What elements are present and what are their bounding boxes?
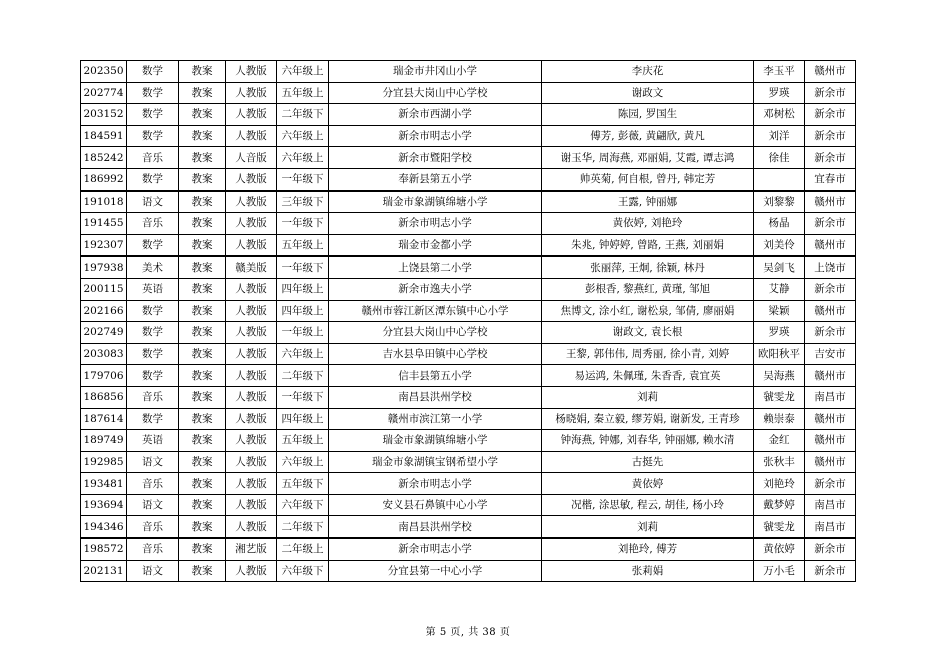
table-row <box>81 451 856 473</box>
school-cell: 南昌县洪州学校 <box>329 386 542 408</box>
contact-cell: 李玉平 <box>754 61 805 83</box>
grade-cell: 四年级上 <box>277 408 329 430</box>
type-cell: 教案 <box>179 343 226 365</box>
subject-cell: 数学 <box>127 82 179 104</box>
authors-cell: 杨晓娟, 秦立毅, 缪芳娟, 谢新发, 王青珍 <box>542 408 754 430</box>
edition-cell: 人教版 <box>226 343 277 365</box>
edition-cell: 人教版 <box>226 191 277 213</box>
city-cell: 赣州市 <box>805 300 856 322</box>
contact-cell: 金红 <box>754 430 805 452</box>
edition-cell: 人教版 <box>226 300 277 322</box>
table-row <box>81 147 856 169</box>
grade-cell: 五年级下 <box>277 473 329 495</box>
type-cell: 教案 <box>179 191 226 213</box>
grade-cell: 二年级下 <box>277 104 329 126</box>
city-cell: 新余市 <box>805 104 856 126</box>
edition-cell: 人教版 <box>226 494 277 516</box>
type-cell: 教案 <box>179 408 226 430</box>
authors-cell: 彭根香, 黎燕红, 黄瑾, 邹旭 <box>542 278 754 300</box>
grade-cell: 六年级上 <box>277 61 329 83</box>
authors-cell: 刘艳玲, 傅芳 <box>542 538 754 560</box>
table-row <box>81 494 856 516</box>
entry-id-cell: 187614 <box>81 408 127 430</box>
type-cell: 教案 <box>179 516 226 538</box>
city-cell: 新余市 <box>805 560 856 582</box>
table-row <box>81 408 856 430</box>
table-row <box>81 538 856 560</box>
table-row <box>81 365 856 387</box>
edition-cell: 人教版 <box>226 61 277 83</box>
subject-cell: 数学 <box>127 408 179 430</box>
grade-cell: 六年级上 <box>277 125 329 147</box>
contact-cell: 罗瑛 <box>754 322 805 344</box>
city-cell: 赣州市 <box>805 61 856 83</box>
city-cell: 吉安市 <box>805 343 856 365</box>
type-cell: 教案 <box>179 451 226 473</box>
authors-cell: 朱兆, 钟婷婷, 曾路, 王燕, 刘丽娟 <box>542 234 754 256</box>
grade-cell: 二年级上 <box>277 538 329 560</box>
grade-cell: 六年级下 <box>277 494 329 516</box>
grade-cell: 一年级下 <box>277 213 329 235</box>
table-row <box>81 125 856 147</box>
authors-cell: 刘莉 <box>542 516 754 538</box>
subject-cell: 数学 <box>127 365 179 387</box>
table-row <box>81 300 856 322</box>
edition-cell: 人教版 <box>226 430 277 452</box>
type-cell: 教案 <box>179 213 226 235</box>
city-cell: 新余市 <box>805 82 856 104</box>
subject-cell: 音乐 <box>127 473 179 495</box>
subject-cell: 音乐 <box>127 213 179 235</box>
contact-cell: 欧阳秋平 <box>754 343 805 365</box>
city-cell: 南昌市 <box>805 516 856 538</box>
authors-cell: 张莉娟 <box>542 560 754 582</box>
school-cell: 新余市明志小学 <box>329 125 542 147</box>
contact-cell: 虢雯龙 <box>754 386 805 408</box>
authors-cell: 王黎, 郭伟伟, 周秀丽, 徐小青, 刘婷 <box>542 343 754 365</box>
grade-cell: 三年级下 <box>277 191 329 213</box>
authors-cell: 李庆花 <box>542 61 754 83</box>
entry-id-cell: 186856 <box>81 386 127 408</box>
school-cell: 新余市西湖小学 <box>329 104 542 126</box>
contact-cell: 吴海燕 <box>754 365 805 387</box>
entry-id-cell: 192307 <box>81 234 127 256</box>
entry-id-cell: 193694 <box>81 494 127 516</box>
contact-cell: 刘艳玲 <box>754 473 805 495</box>
school-cell: 赣州市蓉江新区潭东镇中心小学 <box>329 300 542 322</box>
entry-id-cell: 197938 <box>81 256 127 278</box>
contact-cell: 张秋丰 <box>754 451 805 473</box>
table-row <box>81 191 856 213</box>
contact-cell: 刘美伶 <box>754 234 805 256</box>
entries-table <box>80 60 856 582</box>
authors-cell: 况楷, 涂思敏, 程云, 胡佳, 杨小玲 <box>542 494 754 516</box>
edition-cell: 人音版 <box>226 147 277 169</box>
table-row <box>81 278 856 300</box>
entry-id-cell: 193481 <box>81 473 127 495</box>
authors-cell: 黄依婷, 刘艳玲 <box>542 213 754 235</box>
city-cell: 赣州市 <box>805 408 856 430</box>
contact-cell: 艾静 <box>754 278 805 300</box>
grade-cell: 一年级下 <box>277 256 329 278</box>
school-cell: 南昌县洪州学校 <box>329 516 542 538</box>
type-cell: 教案 <box>179 104 226 126</box>
table-row <box>81 560 856 582</box>
grade-cell: 一年级下 <box>277 386 329 408</box>
subject-cell: 数学 <box>127 300 179 322</box>
subject-cell: 数学 <box>127 168 179 190</box>
grade-cell: 一年级上 <box>277 322 329 344</box>
entry-id-cell: 186992 <box>81 168 127 190</box>
entry-id-cell: 202166 <box>81 300 127 322</box>
contact-cell: 万小毛 <box>754 560 805 582</box>
subject-cell: 音乐 <box>127 147 179 169</box>
type-cell: 教案 <box>179 168 226 190</box>
authors-cell: 谢玉华, 周海燕, 邓丽娟, 艾霞, 谭志鸿 <box>542 147 754 169</box>
edition-cell: 人教版 <box>226 451 277 473</box>
school-cell: 瑞金市金都小学 <box>329 234 542 256</box>
school-cell: 瑞金市象湖镇绵塘小学 <box>329 191 542 213</box>
type-cell: 教案 <box>179 61 226 83</box>
edition-cell: 赣美版 <box>226 256 277 278</box>
edition-cell: 人教版 <box>226 104 277 126</box>
school-cell: 上饶县第二小学 <box>329 256 542 278</box>
table-row <box>81 430 856 452</box>
city-cell: 赣州市 <box>805 430 856 452</box>
contact-cell: 赖崇泰 <box>754 408 805 430</box>
subject-cell: 数学 <box>127 234 179 256</box>
entry-id-cell: 203152 <box>81 104 127 126</box>
edition-cell: 人教版 <box>226 516 277 538</box>
authors-cell: 傅芳, 彭薇, 黄翩欣, 黄凡 <box>542 125 754 147</box>
city-cell: 上饶市 <box>805 256 856 278</box>
grade-cell: 六年级上 <box>277 343 329 365</box>
grade-cell: 一年级下 <box>277 168 329 190</box>
subject-cell: 英语 <box>127 430 179 452</box>
type-cell: 教案 <box>179 125 226 147</box>
type-cell: 教案 <box>179 386 226 408</box>
subject-cell: 数学 <box>127 61 179 83</box>
contact-cell: 吴剑飞 <box>754 256 805 278</box>
entry-id-cell: 202749 <box>81 322 127 344</box>
city-cell: 新余市 <box>805 538 856 560</box>
city-cell: 新余市 <box>805 147 856 169</box>
contact-cell <box>754 168 805 190</box>
subject-cell: 音乐 <box>127 386 179 408</box>
type-cell: 教案 <box>179 560 226 582</box>
entry-id-cell: 192985 <box>81 451 127 473</box>
authors-cell: 古挺先 <box>542 451 754 473</box>
edition-cell: 人教版 <box>226 168 277 190</box>
entry-id-cell: 203083 <box>81 343 127 365</box>
table-row <box>81 473 856 495</box>
school-cell: 瑞金市象湖镇绵塘小学 <box>329 430 542 452</box>
school-cell: 奉新县第五小学 <box>329 168 542 190</box>
edition-cell: 人教版 <box>226 213 277 235</box>
city-cell: 赣州市 <box>805 191 856 213</box>
grade-cell: 五年级上 <box>277 430 329 452</box>
type-cell: 教案 <box>179 473 226 495</box>
contact-cell: 梁颖 <box>754 300 805 322</box>
contact-cell: 罗瑛 <box>754 82 805 104</box>
contact-cell: 黄依婷 <box>754 538 805 560</box>
edition-cell: 人教版 <box>226 473 277 495</box>
table-row <box>81 256 856 278</box>
subject-cell: 语文 <box>127 191 179 213</box>
edition-cell: 人教版 <box>226 234 277 256</box>
type-cell: 教案 <box>179 365 226 387</box>
city-cell: 新余市 <box>805 322 856 344</box>
school-cell: 吉水县阜田镇中心学校 <box>329 343 542 365</box>
table-row <box>81 104 856 126</box>
edition-cell: 人教版 <box>226 82 277 104</box>
entry-id-cell: 202131 <box>81 560 127 582</box>
subject-cell: 美术 <box>127 256 179 278</box>
type-cell: 教案 <box>179 256 226 278</box>
type-cell: 教案 <box>179 300 226 322</box>
city-cell: 赣州市 <box>805 365 856 387</box>
table-row <box>81 61 856 83</box>
subject-cell: 英语 <box>127 278 179 300</box>
city-cell: 宜春市 <box>805 168 856 190</box>
school-cell: 新余市明志小学 <box>329 213 542 235</box>
entry-id-cell: 185242 <box>81 147 127 169</box>
edition-cell: 人教版 <box>226 560 277 582</box>
entry-id-cell: 200115 <box>81 278 127 300</box>
school-cell: 新余市逸夫小学 <box>329 278 542 300</box>
entry-id-cell: 179706 <box>81 365 127 387</box>
city-cell: 新余市 <box>805 278 856 300</box>
city-cell: 新余市 <box>805 473 856 495</box>
edition-cell: 人教版 <box>226 278 277 300</box>
authors-cell: 谢政文, 袁长根 <box>542 322 754 344</box>
authors-cell: 易运鸿, 朱佩瑾, 朱香香, 袁宜英 <box>542 365 754 387</box>
subject-cell: 音乐 <box>127 516 179 538</box>
subject-cell: 语文 <box>127 560 179 582</box>
grade-cell: 四年级上 <box>277 278 329 300</box>
type-cell: 教案 <box>179 494 226 516</box>
table-body <box>81 61 856 582</box>
type-cell: 教案 <box>179 278 226 300</box>
grade-cell: 六年级上 <box>277 451 329 473</box>
city-cell: 南昌市 <box>805 386 856 408</box>
contact-cell: 邓树松 <box>754 104 805 126</box>
entry-id-cell: 202774 <box>81 82 127 104</box>
contact-cell: 刘黎黎 <box>754 191 805 213</box>
table-row <box>81 343 856 365</box>
contact-cell: 徐佳 <box>754 147 805 169</box>
grade-cell: 二年级下 <box>277 516 329 538</box>
authors-cell: 黄依婷 <box>542 473 754 495</box>
school-cell: 赣州市滨江第一小学 <box>329 408 542 430</box>
type-cell: 教案 <box>179 430 226 452</box>
subject-cell: 数学 <box>127 343 179 365</box>
city-cell: 赣州市 <box>805 451 856 473</box>
authors-cell: 焦博文, 涂小红, 谢松泉, 邹倩, 廖丽娟 <box>542 300 754 322</box>
entry-id-cell: 191018 <box>81 191 127 213</box>
grade-cell: 四年级上 <box>277 300 329 322</box>
contact-cell: 虢雯龙 <box>754 516 805 538</box>
school-cell: 瑞金市象湖镇宝钢希望小学 <box>329 451 542 473</box>
subject-cell: 语文 <box>127 494 179 516</box>
grade-cell: 五年级上 <box>277 82 329 104</box>
school-cell: 新余市明志小学 <box>329 538 542 560</box>
table-row <box>81 213 856 235</box>
subject-cell: 数学 <box>127 104 179 126</box>
authors-cell: 谢政文 <box>542 82 754 104</box>
entry-id-cell: 202350 <box>81 61 127 83</box>
school-cell: 分宜县大岗山中心学校 <box>329 82 542 104</box>
entry-id-cell: 184591 <box>81 125 127 147</box>
table-row <box>81 322 856 344</box>
entry-id-cell: 189749 <box>81 430 127 452</box>
city-cell: 南昌市 <box>805 494 856 516</box>
page-footer: 第 5 页, 共 38 页 <box>425 627 511 638</box>
school-cell: 分宜县第一中心小学 <box>329 560 542 582</box>
edition-cell: 人教版 <box>226 322 277 344</box>
school-cell: 瑞金市井冈山小学 <box>329 61 542 83</box>
edition-cell: 人教版 <box>226 408 277 430</box>
grade-cell: 六年级下 <box>277 560 329 582</box>
school-cell: 安义县石鼻镇中心小学 <box>329 494 542 516</box>
city-cell: 新余市 <box>805 213 856 235</box>
city-cell: 赣州市 <box>805 234 856 256</box>
entry-id-cell: 194346 <box>81 516 127 538</box>
entry-id-cell: 198572 <box>81 538 127 560</box>
edition-cell: 人教版 <box>226 125 277 147</box>
authors-cell: 帅英菊, 何自根, 曾丹, 韩定芳 <box>542 168 754 190</box>
type-cell: 教案 <box>179 234 226 256</box>
table-row <box>81 234 856 256</box>
type-cell: 教案 <box>179 538 226 560</box>
school-cell: 分宜县大岗山中心学校 <box>329 322 542 344</box>
authors-cell: 陈园, 罗国生 <box>542 104 754 126</box>
school-cell: 信丰县第五小学 <box>329 365 542 387</box>
authors-cell: 钟海燕, 钟娜, 刘春华, 钟丽娜, 赖水清 <box>542 430 754 452</box>
authors-cell: 刘莉 <box>542 386 754 408</box>
edition-cell: 人教版 <box>226 386 277 408</box>
contact-cell: 戴梦婷 <box>754 494 805 516</box>
contact-cell: 刘洋 <box>754 125 805 147</box>
subject-cell: 语文 <box>127 451 179 473</box>
grade-cell: 五年级上 <box>277 234 329 256</box>
edition-cell: 湘艺版 <box>226 538 277 560</box>
grade-cell: 二年级下 <box>277 365 329 387</box>
subject-cell: 音乐 <box>127 538 179 560</box>
edition-cell: 人教版 <box>226 365 277 387</box>
school-cell: 新余市明志小学 <box>329 473 542 495</box>
school-cell: 新余市暨阳学校 <box>329 147 542 169</box>
type-cell: 教案 <box>179 147 226 169</box>
table-row <box>81 82 856 104</box>
grade-cell: 六年级上 <box>277 147 329 169</box>
city-cell: 新余市 <box>805 125 856 147</box>
table-row <box>81 168 856 190</box>
entry-id-cell: 191455 <box>81 213 127 235</box>
table-row <box>81 516 856 538</box>
type-cell: 教案 <box>179 322 226 344</box>
table-row <box>81 386 856 408</box>
contact-cell: 杨晶 <box>754 213 805 235</box>
type-cell: 教案 <box>179 82 226 104</box>
subject-cell: 数学 <box>127 125 179 147</box>
authors-cell: 张丽萍, 王炯, 徐颖, 林丹 <box>542 256 754 278</box>
authors-cell: 王露, 钟丽娜 <box>542 191 754 213</box>
subject-cell: 数学 <box>127 322 179 344</box>
